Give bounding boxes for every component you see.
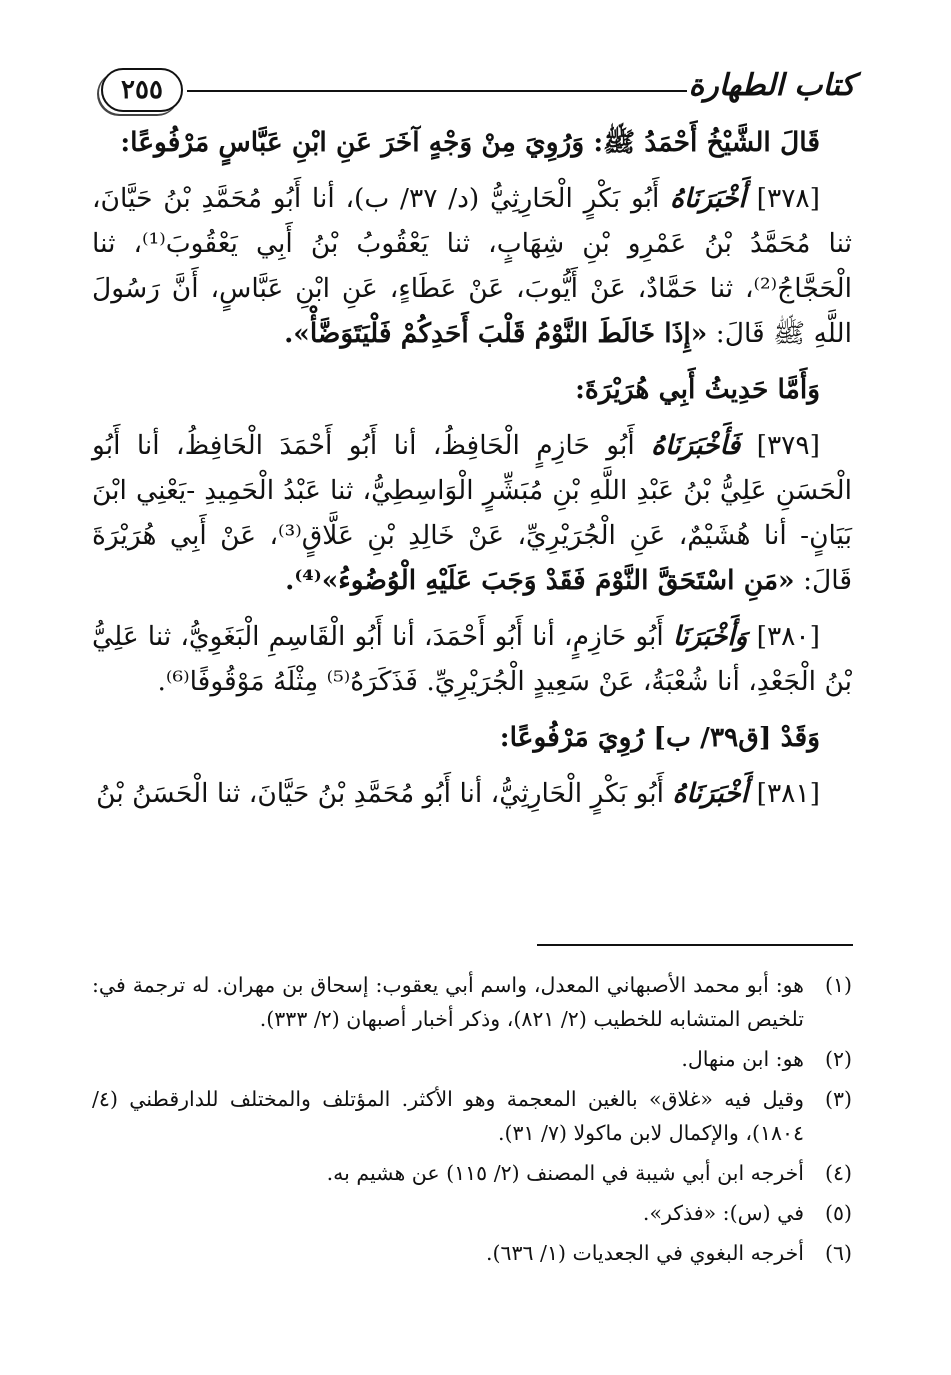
page-header	[95, 62, 855, 118]
hadith-number: [٣٧٨]	[756, 183, 821, 214]
footnote-text: وقيل فيه «غلاق» بالغين المعجمة وهو الأكثر. المؤتلف والمختلف للدارقطني (٤/ ١٨٠٤)، والإكمال لابن ماكولا (٧/ ٣١).	[92, 1087, 804, 1145]
hadith-matn: «مَنِ اسْتَحَقَّ النَّوْمَ فَقَدْ وَجَبَ عَلَيْهِ الْوُضُوءُ»⁽⁴⁾.	[285, 565, 795, 596]
footnote-number: (٤)	[824, 1161, 852, 1185]
hadith-380	[92, 614, 852, 704]
hadith-keyword: أَخْبَرَنَاهُ	[670, 183, 746, 214]
hadith-378	[92, 176, 852, 356]
footnote-item	[92, 1042, 852, 1076]
footnote-text: هو: ابن منهال.	[681, 1047, 804, 1071]
hadith-number: [٣٨٠]	[756, 621, 820, 652]
hadith-isnad: أَبُو بَكْرٍ الْحَارِثِيُّ، أنا أَبُو مُحَمَّدِ بْنُ حَيَّانَ، ثنا الْحَسَنُ بْنُ	[96, 778, 665, 809]
hadith-matn: «إِذَا خَالَطَ النَّوْمُ قَلْبَ أَحَدِكُمْ فَلْيَتَوَضَّأْ».	[284, 318, 708, 349]
hadith-381	[92, 771, 852, 816]
footnotes	[92, 968, 852, 1276]
footnote-text: في (س): «فذكر».	[642, 1201, 804, 1225]
page-number-badge: ٢٥٥	[101, 68, 183, 112]
paragraph-intro: قَالَ الشَّيْخُ أَحْمَدُ ﷺ: وَرُوِيَ مِنْ وَجْهٍ آخَرَ عَنِ ابْنِ عَبَّاسٍ مَرْفُوعًا:	[120, 127, 820, 158]
hadith-keyword: فَأَخْبَرَنَاهُ	[651, 430, 741, 461]
footnote-item	[92, 968, 852, 1036]
hadith-keyword: وَأَخْبَرَنَا	[672, 621, 748, 652]
hadith-isnad: أَبُو بَكْرٍ الْحَارِثِيُّ (د/ ٣٧/ ب)، أنا أَبُو مُحَمَّدِ بْنُ حَيَّانَ، ثنا مُحَمَّدُ بْنُ عَمْرِو بْنِ شِهَابٍ، ثنا يَعْقُوبُ بْنُ أَبِي يَعْقُوبَ⁽¹⁾، ثنا الْحَجَّاجُ⁽²⁾، ثنا حَمَّادٌ، عَنْ أَيُّوبَ، عَنْ عَطَاءٍ، عَنِ ابْنِ عَبَّاسٍ، أَنَّ رَسُولَ اللَّهِ ﷺ قَالَ:	[92, 183, 852, 349]
section-heading: وَقَدْ [ق٣٩/ ب] رُوِيَ مَرْفُوعًا:	[499, 722, 820, 753]
hadith-isnad: أَبُو حَازِمٍ، أنا أَبُو أَحْمَدَ، أنا أَبُو الْقَاسِمِ الْبَغَوِيُّ، ثنا عَلِيُّ بْنُ الْجَعْدِ، أنا شُعْبَةُ، عَنْ سَعِيدٍ الْجُرَيْرِيِّ. فَذَكَرَهُ⁽⁵⁾ مِثْلَهُ مَوْقُوفًا⁽⁶⁾.	[92, 621, 852, 697]
hadith-379	[92, 423, 852, 603]
hadith-number: [٣٧٩]	[756, 430, 820, 461]
footnote-text: هو: أبو محمد الأصبهاني المعدل، واسم أبي يعقوب: إسحاق بن مهران. له ترجمة في: تلخيص المتشابه للخطيب (٢/ ٨٢١)، وذكر أخبار أصبهان (٢/ ٣٣٣).	[92, 973, 804, 1031]
footnote-item	[92, 1156, 852, 1190]
footnote-number: (٣)	[824, 1087, 852, 1111]
footnote-item	[92, 1236, 852, 1270]
footnote-text: أخرجه البغوي في الجعديات (١/ ٦٣٦).	[485, 1241, 804, 1265]
footnote-text: أخرجه ابن أبي شيبة في المصنف (٢/ ١١٥) عن هشيم به.	[326, 1161, 804, 1185]
footnote-item	[92, 1196, 852, 1230]
footnote-number: (٦)	[824, 1241, 852, 1265]
footnote-number: (٢)	[824, 1047, 852, 1071]
hadith-isnad: أَبُو حَازِمٍ الْحَافِظُ، أنا أَبُو أَحْمَدَ الْحَافِظُ، أنا أَبُو الْحَسَنِ عَلِيُّ بْنُ عَبْدِ اللَّهِ بْنِ مُبَشِّرٍ الْوَاسِطِيُّ، ثنا عَبْدُ الْحَمِيدِ -يَعْنِي ابْنَ بَيَانٍ- أنا هُشَيْمٌ، عَنِ الْجُرَيْرِيِّ، عَنْ خَالِدِ بْنِ عَلَّاقٍ⁽³⁾، عَنْ أَبِي هُرَيْرَةَ قَالَ:	[92, 430, 852, 596]
footnote-number: (١)	[824, 973, 852, 997]
footnote-number: (٥)	[824, 1201, 852, 1225]
header-rule	[187, 90, 687, 92]
hadith-keyword: أَخْبَرَنَاهُ	[672, 778, 749, 809]
section-heading: وَأَمَّا حَدِيثُ أَبِي هُرَيْرَةَ:	[575, 374, 820, 405]
footnote-item	[92, 1082, 852, 1150]
running-title: كتاب الطهارة	[688, 68, 855, 103]
hadith-number: [٣٨١]	[756, 778, 820, 809]
footnote-separator	[537, 944, 853, 946]
main-text	[92, 120, 852, 827]
